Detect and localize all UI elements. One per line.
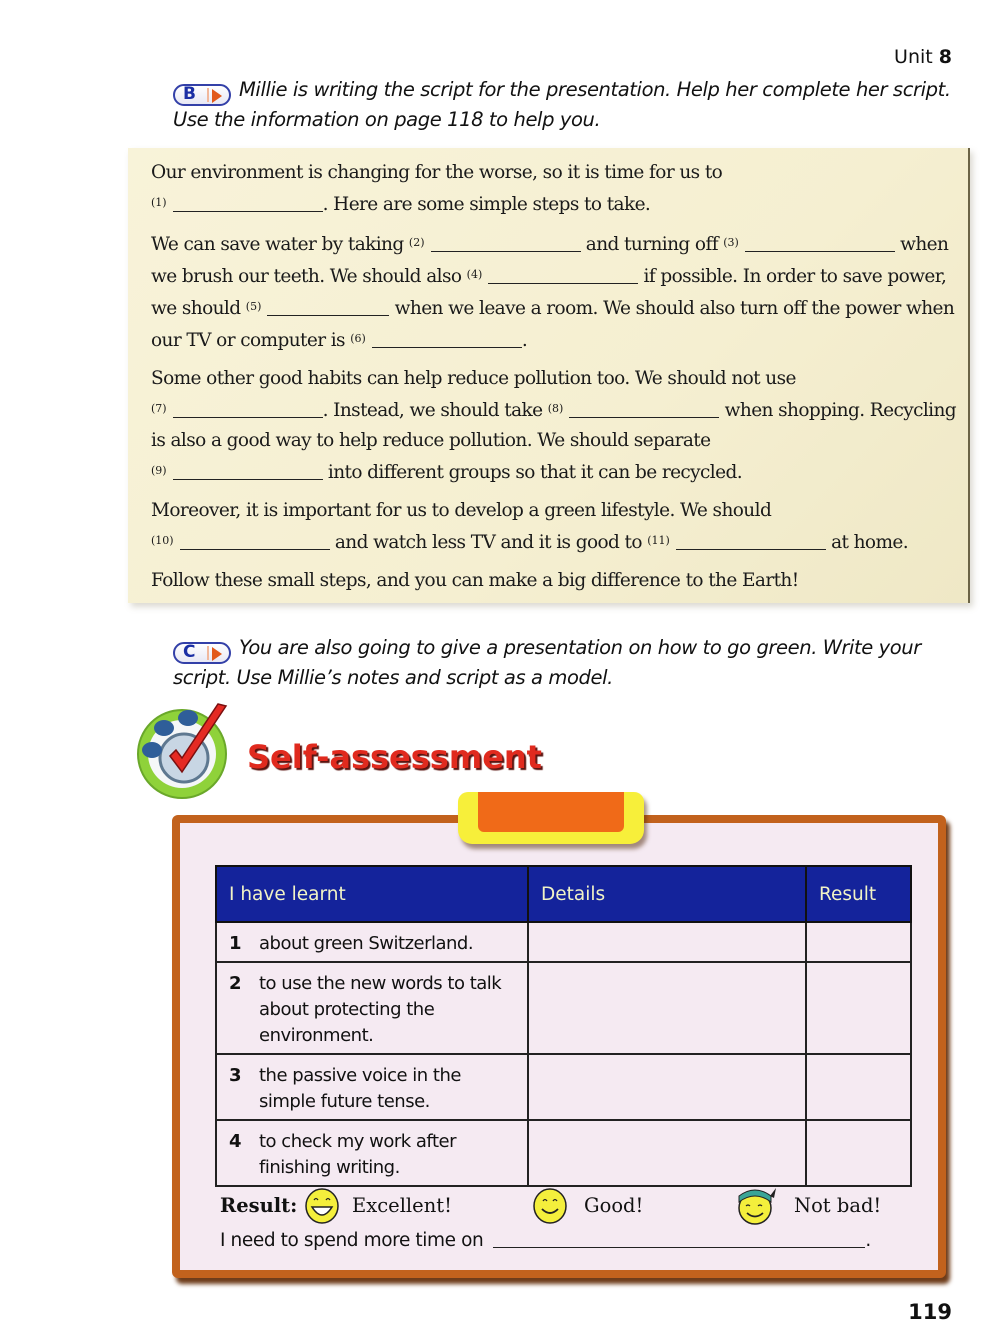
text: Our environment is changing for the worse, so it is time for us to xyxy=(151,162,723,183)
blank-number: (8) xyxy=(547,402,564,415)
blank-number: (2) xyxy=(408,236,425,249)
text: and watch less TV and it is good to xyxy=(334,532,642,553)
table-row xyxy=(216,962,911,1054)
row-text: to use the new words to talk about protecting the environment. xyxy=(259,973,502,1046)
text: . xyxy=(521,330,528,351)
script-paragraph-5: Follow these small steps, and you can make a big difference to the Earth! xyxy=(151,570,799,591)
text: at home. xyxy=(831,532,909,553)
result-good: Good! xyxy=(584,1194,644,1217)
blank-number: (11) xyxy=(647,534,670,547)
script-paragraph-3 xyxy=(151,364,968,488)
result-cell[interactable] xyxy=(806,1054,911,1120)
need-more-time-blank[interactable] xyxy=(493,1231,865,1248)
table-row xyxy=(216,1054,911,1120)
play-arrow-icon xyxy=(212,647,222,661)
text: . Instead, we should take xyxy=(322,400,543,421)
self-assessment-title: Self-assessment xyxy=(247,738,542,776)
big-smile-face-icon xyxy=(304,1188,340,1224)
result-cell[interactable] xyxy=(806,922,911,962)
text: when we brush our teeth. We should also xyxy=(151,234,949,287)
blank-number: (1) xyxy=(151,196,167,209)
row-number: 1 xyxy=(229,933,242,954)
details-cell[interactable] xyxy=(528,1054,806,1120)
learnt-cell xyxy=(216,962,528,1054)
script-panel xyxy=(128,148,970,603)
column-header-result: Result xyxy=(806,866,911,922)
blank-number: (7) xyxy=(151,402,167,415)
play-arrow-icon xyxy=(212,89,222,103)
blank-2[interactable] xyxy=(431,235,581,252)
task-c-instruction: You are also going to give a presentation on how to go green. Write your script. Use Millie’s notes and script as a model. xyxy=(173,636,921,689)
text: and turning off xyxy=(585,234,718,255)
unit-label xyxy=(894,46,952,68)
row-number: 3 xyxy=(229,1065,242,1086)
text: into different groups so that it can be recycled. xyxy=(327,462,742,483)
text: Moreover, it is important for us to develop a green lifestyle. We should xyxy=(151,500,772,521)
result-cell[interactable] xyxy=(806,1120,911,1186)
script-paragraph-2 xyxy=(151,228,968,356)
script-paragraph-1 xyxy=(151,148,968,220)
result-legend xyxy=(220,1188,900,1228)
blank-6[interactable] xyxy=(372,331,522,348)
blank-11[interactable] xyxy=(676,533,826,550)
row-text: the passive voice in the simple future tense. xyxy=(259,1065,461,1112)
need-more-time-line: I need to spend more time on . xyxy=(220,1230,871,1251)
result-cell[interactable] xyxy=(806,962,911,1054)
blank-number: (4) xyxy=(466,268,483,281)
table-header-row xyxy=(216,866,911,922)
result-excellent: Excellent! xyxy=(352,1194,452,1217)
blank-number: (9) xyxy=(151,464,167,477)
blank-8[interactable] xyxy=(569,401,719,418)
bandana-face-icon xyxy=(736,1184,778,1226)
blank-number: (3) xyxy=(723,236,739,249)
text: when shopping. Recycling is also a good way to help reduce pollution. We should separate xyxy=(151,400,957,451)
blank-number: (10) xyxy=(151,534,174,547)
self-assessment-table xyxy=(215,865,912,1187)
page-number: 119 xyxy=(908,1300,952,1324)
badge-divider xyxy=(207,646,209,660)
details-cell[interactable] xyxy=(528,962,806,1054)
text: Some other good habits can help reduce pollution too. We should not use xyxy=(151,368,796,389)
task-c-instruction-block xyxy=(173,634,953,691)
text: . Here are some simple steps to take. xyxy=(322,194,651,215)
smile-face-icon xyxy=(532,1188,568,1224)
task-b-instruction: Millie is writing the script for the presentation. Help her complete her script. Use the information on page 118 to help you. xyxy=(173,78,951,131)
blank-7[interactable] xyxy=(173,401,323,418)
badge-divider xyxy=(207,88,209,102)
row-text: to check my work after finishing writing. xyxy=(259,1131,456,1178)
need-more-time-text: I need to spend more time on xyxy=(220,1230,484,1251)
unit-number: 8 xyxy=(938,46,952,68)
learnt-cell xyxy=(216,1120,528,1186)
row-text: about green Switzerland. xyxy=(259,933,474,954)
self-assessment-checkmark-icon xyxy=(130,698,234,802)
task-b-letter: B xyxy=(183,84,196,104)
blank-9[interactable] xyxy=(173,463,323,480)
blank-10[interactable] xyxy=(180,533,330,550)
row-number: 4 xyxy=(229,1131,242,1152)
result-not-bad: Not bad! xyxy=(794,1194,882,1217)
task-c-letter: C xyxy=(183,642,196,662)
task-b-instruction-block xyxy=(173,76,953,133)
blank-3[interactable] xyxy=(745,235,895,252)
blank-number: (6) xyxy=(350,332,366,345)
clip-inner xyxy=(478,792,624,832)
script-paragraph-4 xyxy=(151,496,968,558)
blank-5[interactable] xyxy=(267,299,389,316)
board-clip xyxy=(458,792,644,844)
blank-4[interactable] xyxy=(488,267,638,284)
details-cell[interactable] xyxy=(528,1120,806,1186)
row-number: 2 xyxy=(229,973,242,994)
learnt-cell xyxy=(216,922,528,962)
text: We can save water by taking xyxy=(151,234,404,255)
blank-1[interactable] xyxy=(173,195,323,212)
blank-number: (5) xyxy=(245,300,262,313)
text: when we leave a room. We should also turn off the power when our TV or computer is xyxy=(151,298,955,351)
table-row xyxy=(216,922,911,962)
task-c-badge xyxy=(173,642,231,664)
learnt-cell xyxy=(216,1054,528,1120)
text: if possible. In order to save power, we should xyxy=(151,266,947,319)
table-row xyxy=(216,1120,911,1186)
column-header-details: Details xyxy=(528,866,806,922)
result-label: Result: xyxy=(220,1194,298,1217)
task-b-badge xyxy=(173,84,231,106)
column-header-learnt: I have learnt xyxy=(216,866,528,922)
details-cell[interactable] xyxy=(528,922,806,962)
unit-text: Unit xyxy=(894,46,933,68)
